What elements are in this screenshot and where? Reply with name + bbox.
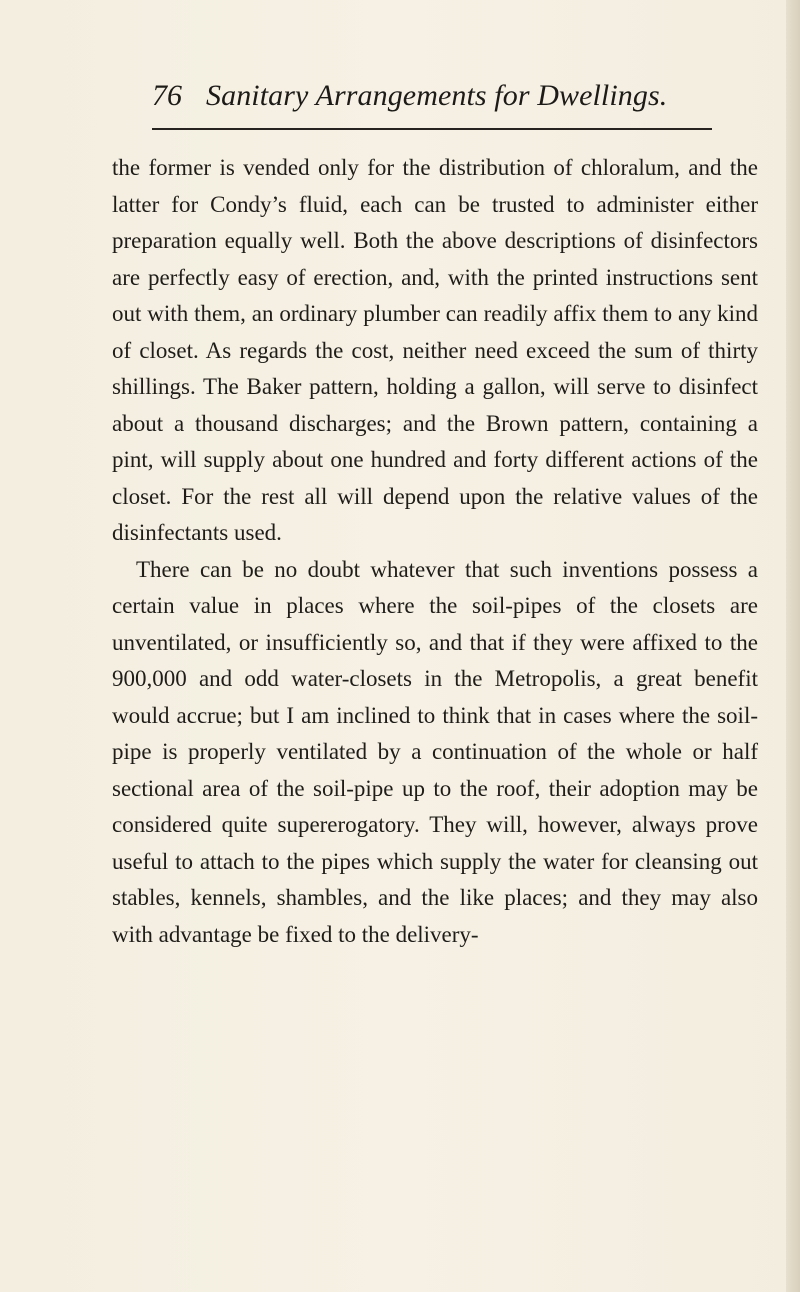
header-rule (152, 128, 712, 130)
paragraph-2: There can be no doubt whatever that such inventions possess a certain value in places where the soil-pipes of the closets are unventilated, or insufficiently so, and that if they were affixed to the 900,000 and odd water-closets in the Metropolis, a great benefit would accrue; but I am inclined to think that in cases where the soil-pipe is properly ventilated by a continuation of the whole or half sectional area of the soil-pipe up to the roof, their adoption may be considered quite supererogatory. They will, however, always prove useful to attach to the pipes which supply the water for cleansing out stables, kennels, shambles, and the like places; and they may also with advantage be fixed to the delivery- (112, 556, 758, 947)
page-edge-shadow (786, 0, 800, 1292)
running-title: Sanitary Arrangements for Dwellings. (206, 79, 668, 112)
body-text (112, 150, 758, 953)
page-header (152, 72, 712, 132)
paragraph-1: the former is vended only for the distribution of chloralum, and the latter for Condy’s fluid, each can be trusted to administer either preparation equally well. Both the above descriptions of disinfectors are perfectly easy of erection, and, with the printed instructions sent out with them, an ordinary plumber can readily affix them to any kind of closet. As regards the cost, neither need exceed the sum of thirty shillings. The Baker pattern, holding a gallon, will serve to disinfect about a thousand discharges; and the Brown pattern, containing a pint, will supply about one hundred and forty different actions of the closet. For the rest all will depend upon the relative values of the disinfectants used. (112, 155, 758, 545)
page-number: 76 (152, 79, 182, 112)
